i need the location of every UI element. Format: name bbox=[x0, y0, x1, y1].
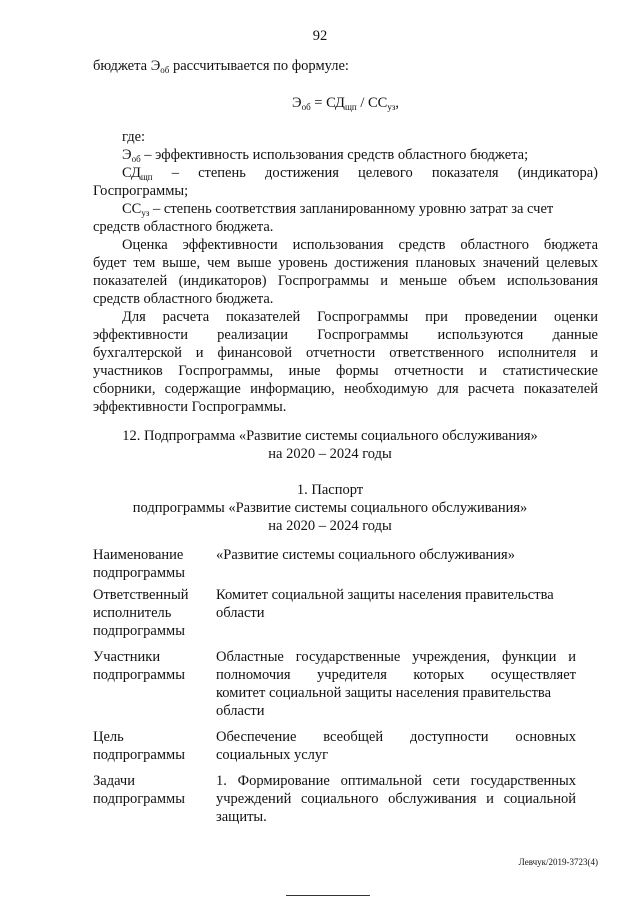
row-value: Обеспечение всеобщей доступности основных социальных услуг bbox=[216, 729, 576, 763]
page-number: 92 bbox=[312, 28, 328, 44]
para1-line1: Оценка эффективности использования средств областного бюджета bbox=[122, 237, 598, 253]
passport-heading-line1: 1. Паспорт bbox=[296, 482, 364, 498]
para2-line4: участников Госпрограммы, иные формы отчетности и статистические bbox=[93, 363, 598, 379]
para2-line5: сборники, содержащие информацию, необходимую для расчета показателей bbox=[93, 381, 598, 397]
para2-line6: эффективности Госпрограммы. bbox=[93, 399, 287, 415]
row-value: 1. Формирование оптимальной сети государственных учреждений социального обслуживания и социальной защиты. bbox=[216, 773, 576, 825]
row-label: Ответственный исполнитель подпрограммы bbox=[93, 587, 189, 639]
row-value: Областные государственные учреждения, функции и полномочия учредителя которых осуществляет комитет социальной защиты населения правительства области bbox=[216, 649, 576, 719]
section-heading-line1: 12. Подпрограмма «Развитие системы социального обслуживания» bbox=[122, 428, 538, 444]
definition-eob: $Э_{об}$ – эффективность использования средств областного бюджета; bbox=[122, 147, 529, 164]
para1-line3: показателей (индикаторов) Госпрограммы и меньше объем использования bbox=[93, 273, 598, 289]
para1-line4: средств областного бюджета. bbox=[93, 291, 274, 307]
row-value: «Развитие системы социального обслуживания» bbox=[216, 547, 515, 563]
where-label: где: bbox=[122, 129, 146, 145]
para2-line2: эффективности реализации Госпрограммы используются данные bbox=[93, 327, 598, 343]
formula-intro: бюджета $Э_{об}$ рассчитывается по формуле: bbox=[93, 58, 349, 75]
footer-code: Левчук/2019-3723(4) bbox=[518, 857, 598, 867]
row-label: Задачи подпрограммы bbox=[93, 773, 185, 807]
passport-heading-line2: подпрограммы «Развитие системы социального обслуживания» bbox=[132, 500, 528, 516]
para2-line1: Для расчета показателей Госпрограммы при проведении оценки bbox=[122, 309, 598, 325]
row-value: Комитет социальной защиты населения правительства области bbox=[216, 587, 554, 621]
footer-rule bbox=[286, 895, 370, 896]
formula: $Э_{об} = СД_{щп} / СС_{уз}$, bbox=[292, 95, 400, 112]
row-label: Участники подпрограммы bbox=[93, 649, 185, 683]
passport-heading-line3: на 2020 – 2024 годы bbox=[268, 518, 392, 534]
row-label: Наименование подпрограммы bbox=[93, 547, 185, 581]
definition-cc-cont: средств областного бюджета. bbox=[93, 219, 274, 235]
definition-cd: $СД_{щп}$ – степень достижения целевого показателя (индикатора) bbox=[122, 165, 598, 182]
definition-cd-cont: Госпрограммы; bbox=[93, 183, 189, 199]
para2-line3: бухгалтерской и финансовой отчетности ответственного исполнителя и bbox=[93, 345, 598, 361]
definition-cc: $СС_{уз}$ – степень соответствия запланированному уровню затрат за счет bbox=[122, 201, 554, 218]
section-heading-line2: на 2020 – 2024 годы bbox=[268, 446, 392, 462]
para1-line2: будет тем выше, чем выше уровень достижения плановых значений целевых bbox=[93, 255, 598, 271]
row-label: Цель подпрограммы bbox=[93, 729, 185, 763]
